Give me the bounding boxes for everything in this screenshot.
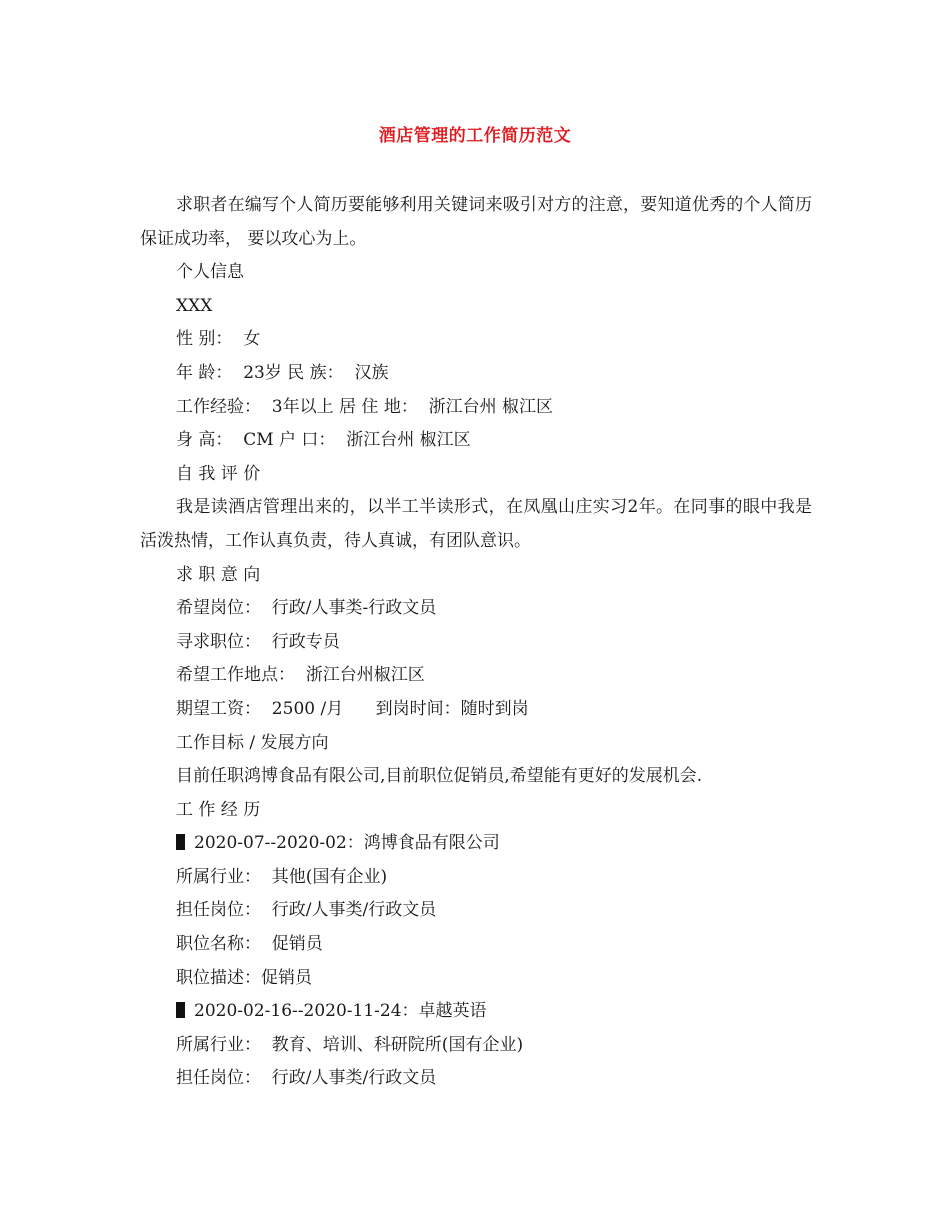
job2-header bbox=[140, 995, 812, 1029]
age-ethnicity-line: 年 龄： 23岁 民 族： 汉族 bbox=[176, 362, 389, 383]
name-value: XXX bbox=[176, 295, 213, 316]
height-hukou-line: 身 高： CM 户 口： 浙江台州 椒江区 bbox=[176, 430, 471, 451]
bullet-marker bbox=[176, 1002, 185, 1018]
salary-availability-line: 期望工资： 2500 /月 到岗时间：随时到岗 bbox=[176, 698, 529, 719]
self-eval-paragraph: 我是读酒店管理出来的，以半工半读形式，在凤凰山庄实习2年。在同事的眼中我是活泼热情，工作认真负责，待人真诚，有团队意识。 bbox=[140, 497, 812, 551]
job2-header-text: 2020-02-16--2020-11-24：卓越英语 bbox=[194, 1001, 487, 1022]
sought-position-line: 寻求职位： 行政专员 bbox=[176, 631, 340, 652]
intro-paragraph: 求职者在编写个人简历要能够利用关键词来吸引对方的注意，要知道优秀的个人简历保证成功率， 要以攻心为上。 bbox=[140, 195, 812, 249]
goal-text: 目前任职鸿博食品有限公司,目前职位促销员,希望能有更好的发展机会. bbox=[176, 766, 703, 787]
document-title: 酒店管理的工作简历范文 bbox=[378, 126, 572, 146]
job1-post-line: 担任岗位： 行政/人事类/行政文员 bbox=[176, 900, 437, 921]
goal-heading: 工作目标 / 发展方向 bbox=[176, 732, 329, 753]
job1-industry-line: 所属行业： 其他(国有企业) bbox=[176, 866, 388, 887]
job2-post-line: 担任岗位： 行政/人事类/行政文员 bbox=[176, 1068, 437, 1089]
job1-header-text: 2020-07--2020-02：鸿博食品有限公司 bbox=[194, 833, 500, 854]
desired-location-line: 希望工作地点： 浙江台州椒江区 bbox=[176, 665, 425, 686]
document-body bbox=[140, 189, 812, 1096]
section-self-eval-heading: 自 我 评 价 bbox=[176, 463, 261, 484]
section-intention-heading: 求 职 意 向 bbox=[176, 564, 261, 585]
gender-line: 性 别： 女 bbox=[176, 329, 261, 350]
job1-desc-line: 职位描述：促销员 bbox=[176, 967, 312, 988]
section-personal-heading: 个人信息 bbox=[176, 262, 244, 283]
experience-residence-line: 工作经验： 3年以上 居 住 地： 浙江台州 椒江区 bbox=[176, 396, 554, 417]
job2-industry-line: 所属行业： 教育、培训、科研院所(国有企业) bbox=[176, 1034, 524, 1055]
job1-header bbox=[140, 827, 812, 861]
bullet-marker bbox=[176, 834, 185, 850]
job1-title-line: 职位名称： 促销员 bbox=[176, 934, 323, 955]
section-work-heading: 工 作 经 历 bbox=[176, 799, 261, 820]
desired-position-line: 希望岗位： 行政/人事类-行政文员 bbox=[176, 598, 437, 619]
